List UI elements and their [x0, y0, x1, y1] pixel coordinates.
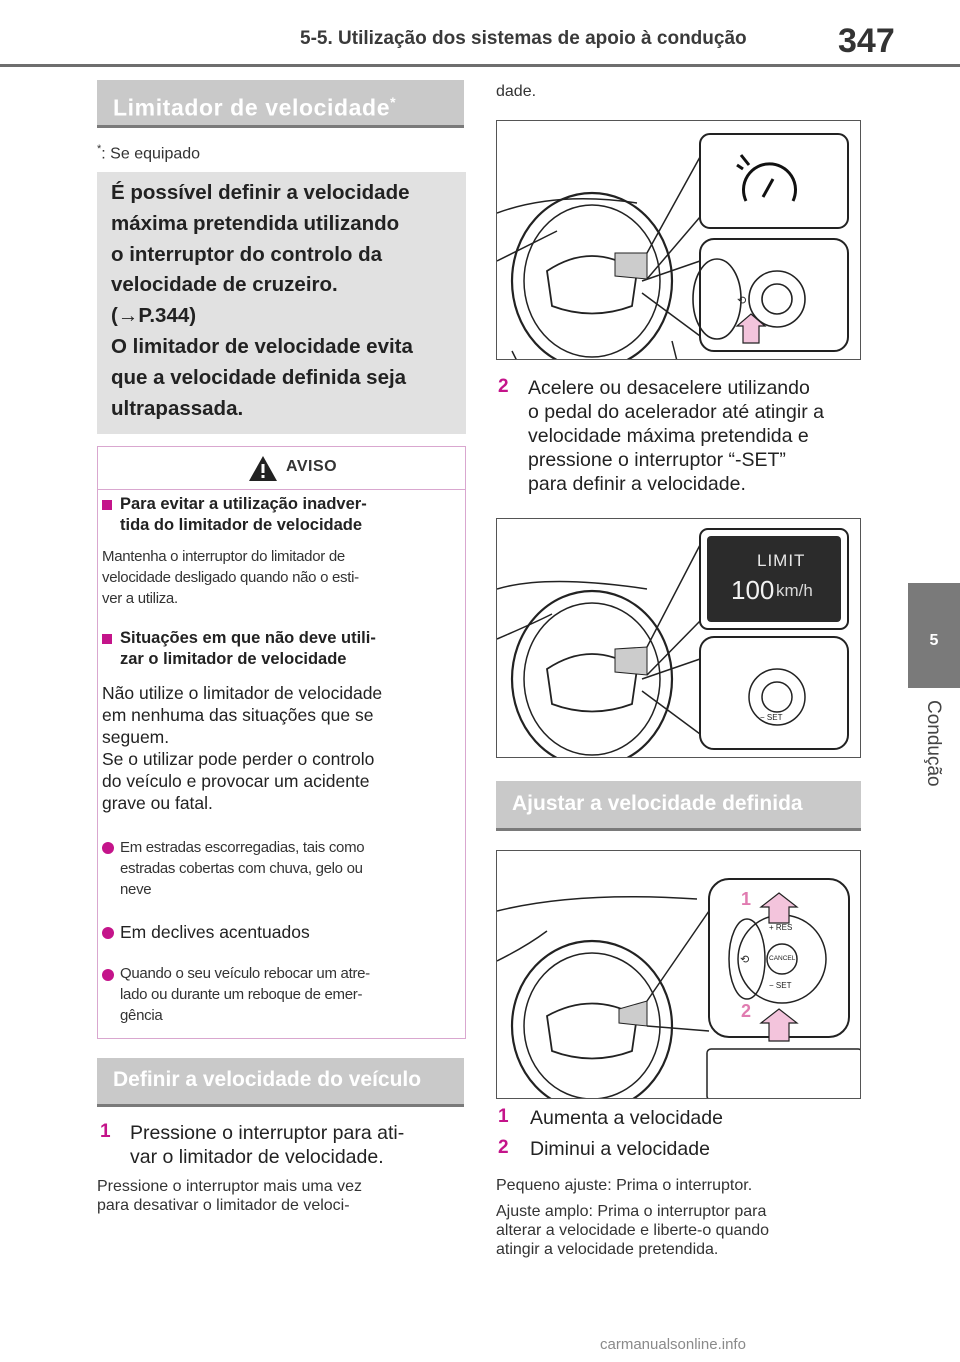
warning-text [102, 682, 382, 814]
step-number: 1 [100, 1121, 111, 1142]
callout-1: 1 [741, 889, 752, 909]
chapter-number: 5 [929, 632, 939, 649]
intro-box [97, 172, 466, 434]
warning-text-line: Não utilize o limitador de velocidade [102, 683, 383, 703]
equipped-marker: * [390, 94, 397, 110]
svg-text:⟲: ⟲ [740, 953, 750, 966]
svg-text:⟲: ⟲ [737, 294, 747, 307]
step-text-line: para definir a velocidade. [528, 473, 746, 495]
figure-adjust-switch [496, 850, 861, 1099]
step-number: 2 [498, 376, 509, 397]
intro-line: velocidade de cruzeiro. [111, 273, 338, 297]
step-text [528, 376, 824, 496]
warning-bullet-line: estradas cobertas com chuva, gelo ou [120, 860, 363, 877]
step-note-continued: dade. [496, 83, 537, 100]
steering-wheel-illustration [497, 519, 861, 758]
warning-text-line: do veículo e provocar um acidente [102, 771, 370, 791]
switch-set-label: − SET [760, 713, 783, 722]
warning-subheading [120, 628, 376, 670]
display-limit-label: LIMIT [757, 551, 806, 570]
figure-limit-display [496, 518, 861, 758]
warning-subheading [120, 494, 367, 536]
header-rule [0, 64, 960, 67]
section-heading-set-speed: Definir a velocidade do veículo [97, 1058, 464, 1107]
adjust-note: Pequeno ajuste: Prima o interruptor. [496, 1177, 753, 1194]
item-number: 2 [498, 1137, 509, 1158]
intro-line: O limitador de velocidade evita [111, 334, 413, 358]
switch-res-text: RES [775, 923, 793, 932]
display-speed-unit: km/h [776, 581, 813, 600]
step-text-line: o pedal do acelerador até atingir a [528, 401, 824, 423]
step-text [130, 1121, 404, 1169]
page-number: 347 [838, 22, 895, 60]
warning-bullet-line: gência [120, 1007, 163, 1024]
warning-text-line: grave ou fatal. [102, 793, 213, 813]
adjust-note-line: atingir a velocidade pretendida. [496, 1241, 719, 1258]
step-text-line: var o limitador de velocidade. [130, 1146, 384, 1168]
running-header: 5-5. Utilização dos sistemas de apoio à condução [300, 28, 747, 49]
step-text-line: pressione o interruptor “-SET” [528, 449, 786, 471]
warning-subheading-line: tida do limitador de velocidade [120, 516, 363, 534]
steering-wheel-illustration [497, 851, 861, 1099]
adjust-note-line: alterar a velocidade e liberte-o quando [496, 1222, 770, 1239]
adjust-note [496, 1202, 769, 1259]
warning-bullet: Em declives acentuados [120, 922, 310, 942]
intro-line: o interruptor do controlo da [111, 242, 383, 266]
warning-text-line: Mantenha o interruptor do limitador de [102, 548, 345, 565]
step-text-line: Acelere ou desacelere utilizando [528, 377, 810, 399]
step-note-line: Pressione o interruptor mais uma vez [97, 1178, 362, 1195]
switch-set-text: SET [775, 981, 792, 990]
switch-res-label: + RES [769, 923, 793, 932]
round-bullet-icon [102, 969, 114, 981]
step-note [97, 1177, 362, 1215]
steering-wheel-illustration [497, 121, 861, 360]
square-bullet-icon [102, 634, 112, 644]
adjust-note-line: Ajuste amplo: Prima o interruptor para [496, 1203, 767, 1220]
intro-line: máxima pretendida utilizando [111, 211, 400, 235]
section-heading-text: Limitador de velocidade [113, 94, 391, 121]
warning-title: AVISO [286, 458, 338, 475]
footnote-text: : Se equipado [101, 145, 201, 163]
warning-text-line: velocidade desligado quando não o esti- [102, 569, 359, 586]
warning-bullet [120, 963, 370, 1026]
warning-subheading-line: zar o limitador de velocidade [120, 650, 347, 668]
step-text-line: Pressione o interruptor para ati- [130, 1122, 405, 1144]
warning-bullet-line: Quando o seu veículo rebocar um atre- [120, 965, 370, 982]
callout-2: 2 [741, 1001, 752, 1021]
section-heading-adjust-speed: Ajustar a velocidade definida [496, 781, 861, 831]
figure-limiter-switch [496, 120, 861, 360]
warning-text-line: ver a utiliza. [102, 590, 178, 607]
intro-line: ultrapassada. [111, 396, 244, 420]
warning-box [97, 446, 466, 1039]
item-text: Aumenta a velocidade [530, 1107, 723, 1129]
warning-bullet-line: neve [120, 881, 152, 898]
intro-line: É possível definir a velocidade [111, 181, 410, 204]
warning-bullet-line: Em estradas escorregadias, tais como [120, 839, 365, 856]
square-bullet-icon [102, 500, 112, 510]
warning-text [102, 546, 359, 609]
chapter-label [906, 700, 960, 810]
item-text: Diminui a velocidade [530, 1138, 710, 1160]
warning-header [98, 447, 465, 490]
footnote [97, 143, 200, 163]
switch-set-text: SET [766, 713, 783, 722]
warning-text-line: Se o utilizar pode perder o controlo [102, 749, 375, 769]
step-note-line: para desativar o limitador de veloci- [97, 1197, 350, 1214]
warning-bullet-line: lado ou durante um reboque de emer- [120, 986, 363, 1003]
intro-line: que a velocidade definida seja [111, 365, 407, 389]
switch-set-label: − SET [769, 981, 792, 990]
intro-line: (→P.344) [111, 304, 197, 328]
warning-subheading-line: Para evitar a utilização inadver- [120, 495, 367, 513]
display-speed-value: 100 [731, 575, 775, 605]
warning-triangle-icon [248, 455, 278, 482]
watermark: carmanualsonline.info [600, 1336, 746, 1353]
round-bullet-icon [102, 927, 114, 939]
switch-cancel-label: CANCEL [769, 955, 796, 962]
footnote-marker: * [97, 143, 102, 155]
section-heading-speed-limiter [97, 80, 464, 128]
warning-bullet [120, 837, 364, 900]
warning-text-line: em nenhuma das situações que se [102, 705, 374, 725]
round-bullet-icon [102, 842, 114, 854]
warning-subheading-line: Situações em que não deve utili- [120, 629, 376, 647]
chapter-label-text: Condução [923, 700, 944, 787]
warning-text-line: seguem. [102, 727, 170, 747]
item-number: 1 [498, 1106, 509, 1127]
step-text-line: velocidade máxima pretendida e [528, 425, 809, 447]
